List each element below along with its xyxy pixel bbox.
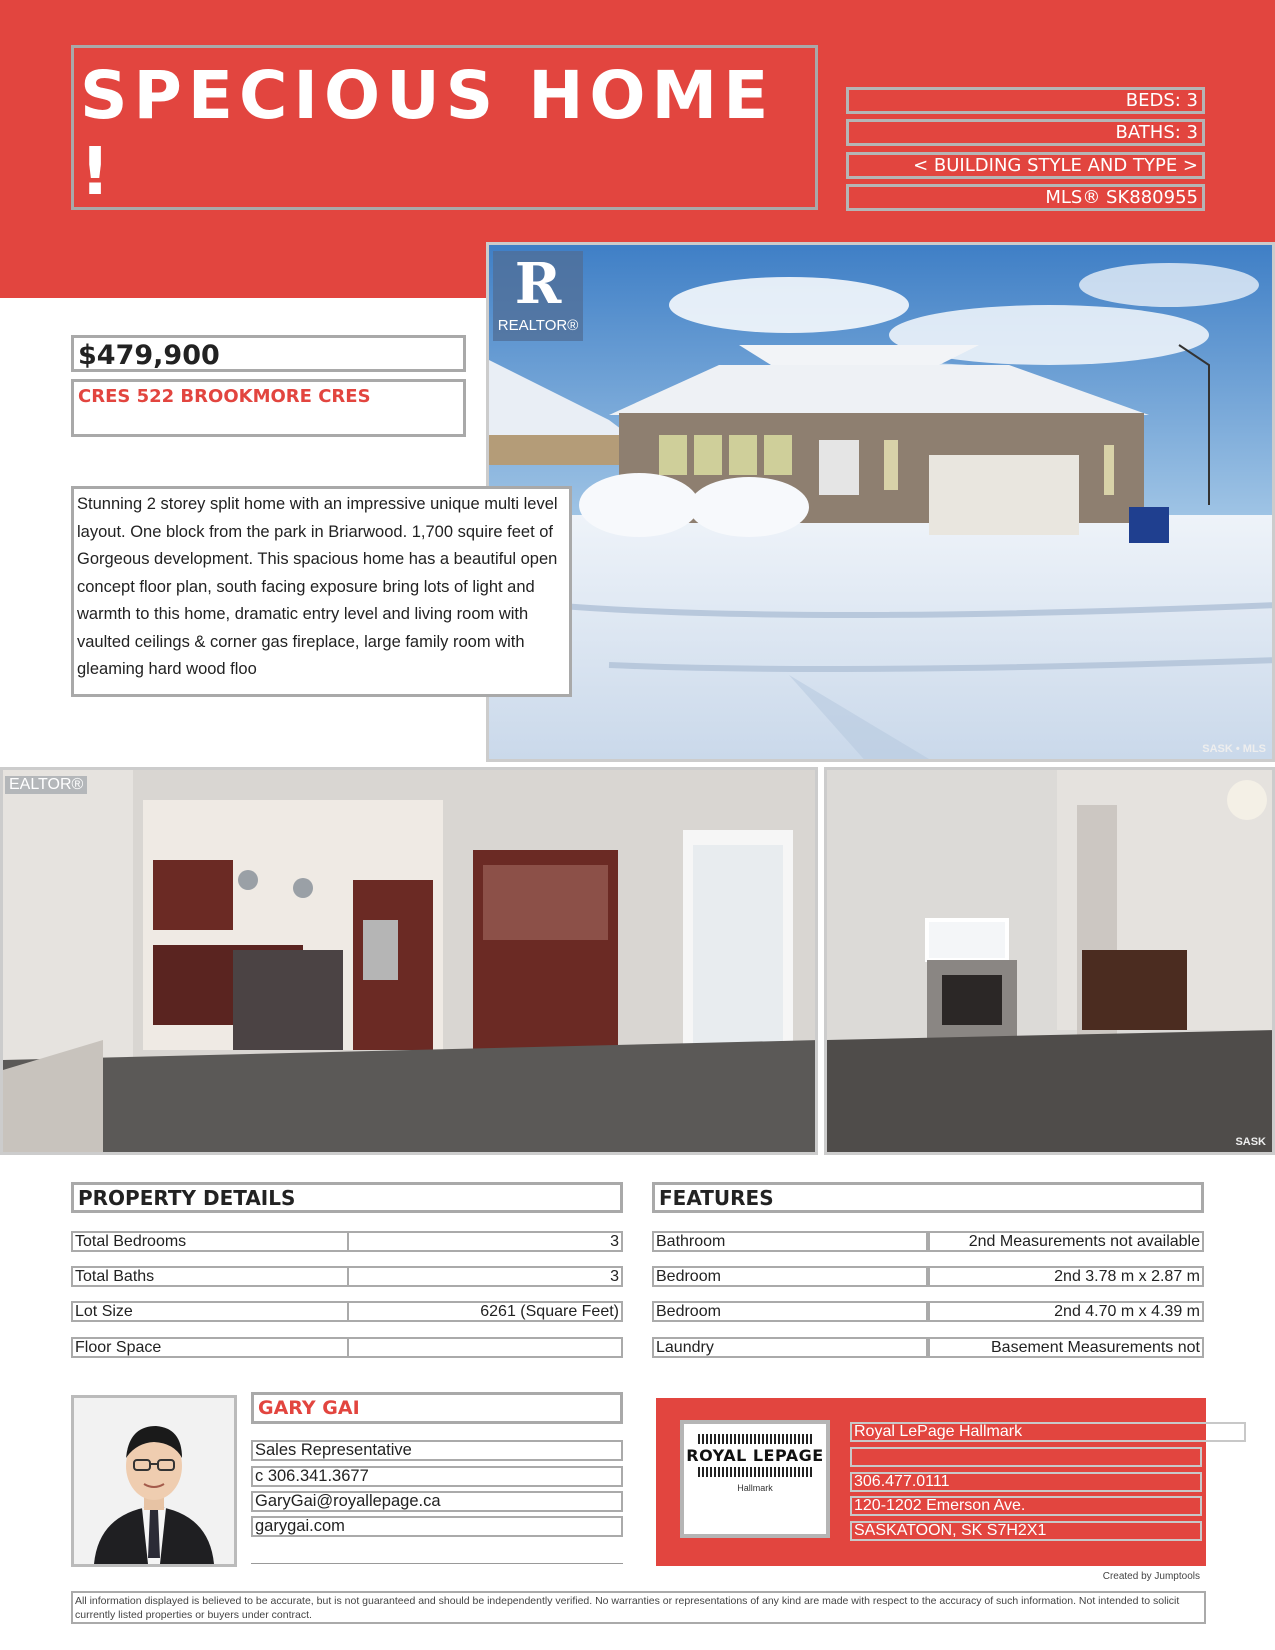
listing-price: $479,900: [78, 340, 220, 371]
baths-label: BATHS: 3: [846, 119, 1205, 146]
feature-value: Basement Measurements not: [928, 1337, 1204, 1358]
mls-watermark: SASK • MLS: [1202, 743, 1266, 755]
logo-subtitle: Hallmark: [737, 1483, 773, 1493]
building-style-label: < BUILDING STYLE AND TYPE >: [846, 152, 1205, 179]
realtor-logo: [493, 251, 583, 341]
brokerage-blank-line: [850, 1447, 1202, 1467]
feature-row: [652, 1301, 1204, 1322]
kitchen-photo: [0, 767, 818, 1155]
detail-row: [71, 1301, 623, 1322]
detail-value: [347, 1337, 623, 1358]
house-exterior-image: [489, 245, 1275, 762]
exterior-photo: [486, 242, 1275, 762]
detail-value: 3: [347, 1231, 623, 1252]
title-box: [71, 45, 818, 210]
agent-website[interactable]: garygai.com: [251, 1516, 623, 1537]
logo-text: ROYAL LEPAGE: [686, 1446, 824, 1465]
detail-label: Floor Space: [71, 1337, 349, 1358]
detail-label: Total Baths: [71, 1266, 349, 1287]
feature-row: [652, 1266, 1204, 1287]
logo-stripes: [698, 1467, 812, 1477]
agent-email[interactable]: GaryGai@royallepage.ca: [251, 1491, 623, 1512]
royal-lepage-logo: [680, 1420, 830, 1538]
brokerage-phone[interactable]: 306.477.0111: [850, 1472, 1202, 1492]
mls-watermark-living: SASK: [1235, 1136, 1266, 1148]
features-heading: FEATURES: [652, 1182, 1204, 1213]
feature-label: Bedroom: [652, 1301, 928, 1322]
logo-stripes: [698, 1434, 812, 1444]
detail-row: [71, 1266, 623, 1287]
brokerage-city: SASKATOON, SK S7H2X1: [850, 1521, 1202, 1541]
property-details-heading: PROPERTY DETAILS: [71, 1182, 623, 1213]
detail-row: [71, 1231, 623, 1252]
listing-address: CRES 522 BROOKMORE CRES: [78, 386, 371, 407]
feature-value: 2nd 3.78 m x 2.87 m: [928, 1266, 1204, 1287]
agent-phone[interactable]: c 306.341.3677: [251, 1466, 623, 1487]
beds-label: BEDS: 3: [846, 87, 1205, 114]
kitchen-image: [3, 770, 818, 1155]
agent-name: GARY GAI: [258, 1397, 360, 1419]
living-room-image: [827, 770, 1275, 1155]
feature-value: 2nd Measurements not available: [928, 1231, 1204, 1252]
address-box: [71, 379, 466, 437]
brokerage-street: 120-1202 Emerson Ave.: [850, 1496, 1202, 1516]
feature-row: [652, 1337, 1204, 1358]
feature-label: Bedroom: [652, 1266, 928, 1287]
agent-divider: [251, 1563, 623, 1564]
detail-label: Total Bedrooms: [71, 1231, 349, 1252]
listing-title: SPECIOUS HOME !: [80, 57, 775, 210]
agent-name-box: [251, 1392, 623, 1424]
living-room-photo: [824, 767, 1275, 1155]
detail-row: [71, 1337, 623, 1358]
mls-label: MLS® SK880955: [846, 184, 1205, 211]
feature-value: 2nd 4.70 m x 4.39 m: [928, 1301, 1204, 1322]
feature-label: Laundry: [652, 1337, 928, 1358]
disclaimer: All information displayed is believed to be accurate, but is not guaranteed and should be independently verified. No warranties or representations of any kind are made with respect to the accuracy of such information. Not intended to solicit currently listed properties or buyers under contract.: [71, 1591, 1206, 1624]
description-box: [71, 486, 572, 697]
listing-description: Stunning 2 storey split home with an impressive unique multi level layout. One block from the park in Briarwood. 1,700 squire feet of Gorgeous development. This spacious home has a beautiful open concept floor plan, south facing exposure bring lots of light and warmth to this home, dramatic entry level and living room with vaulted ceilings & corner gas fireplace, large family room with gleaming hard wood floo: [77, 495, 558, 678]
feature-label: Bathroom: [652, 1231, 928, 1252]
created-by: Created by Jumptools: [1102, 1571, 1200, 1582]
detail-value: 6261 (Square Feet): [347, 1301, 623, 1322]
realtor-logo-text: REALTOR®: [497, 317, 579, 334]
realtor-r-icon: R: [514, 251, 562, 317]
feature-row: [652, 1231, 1204, 1252]
agent-photo: [71, 1395, 237, 1567]
detail-label: Lot Size: [71, 1301, 349, 1322]
price-box: [71, 335, 466, 372]
detail-value: 3: [347, 1266, 623, 1287]
agent-title: Sales Representative: [251, 1440, 623, 1461]
brokerage-name: Royal LePage Hallmark: [850, 1422, 1246, 1442]
realtor-watermark: EALTOR®: [5, 776, 87, 794]
agent-portrait-image: [74, 1398, 234, 1564]
